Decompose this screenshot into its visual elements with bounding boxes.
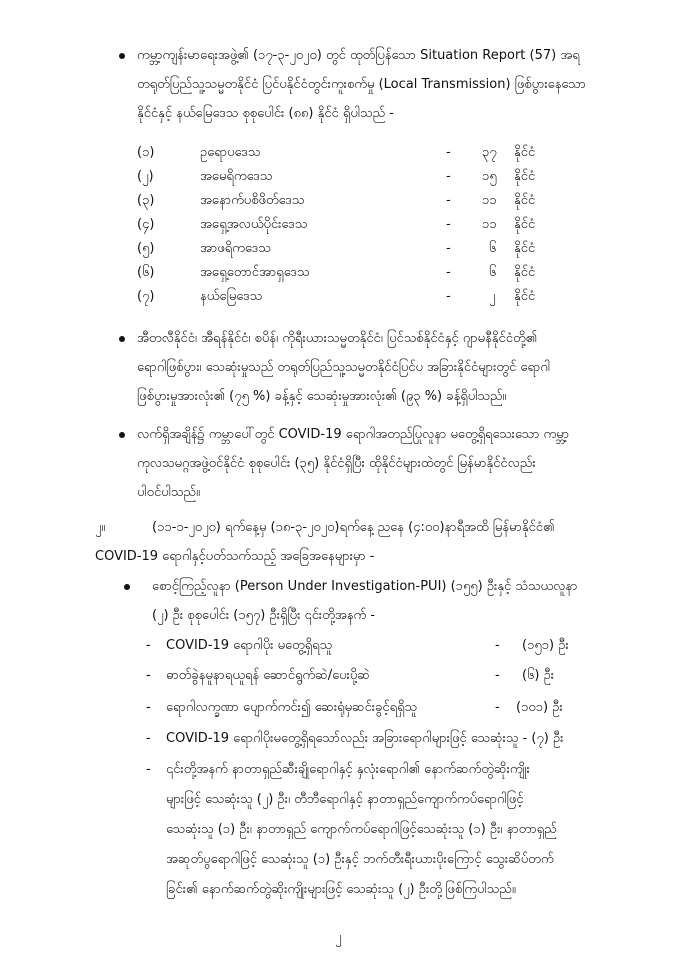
para1-line: တရုတ်ပြည်သူ့သမ္မတနိုင်ငံ ပြင်ပနိုင်ငံတွင်းကူးစက်မှု (Local Transmission) ဖြစ်ပွားနေသော bbox=[137, 77, 586, 92]
stat-value: (၁၅၁) ဦး bbox=[522, 638, 569, 653]
region-unit: နိုင်ငံ bbox=[514, 193, 536, 208]
region-unit: နိုင်ငံ bbox=[514, 241, 536, 256]
deaths-detail-dash: - bbox=[146, 762, 151, 777]
region-dash: - bbox=[446, 193, 451, 208]
para3-line: ပါဝင်ပါသည်။ bbox=[137, 485, 200, 500]
region-name: ဥရောပဒေသ bbox=[200, 145, 261, 160]
region-number: (၃) bbox=[137, 193, 155, 208]
stat-sep: - bbox=[495, 638, 500, 653]
deaths-detail-line: သေဆုံးသူ (၁) ဦး၊ နာတာရှည် ကျောက်ကပ်ရောဂါဖြင့်သေဆုံးသူ (၁) ဦး၊ နာတာရှည် bbox=[166, 822, 557, 837]
pui-line: (၂) ဦး စုစုပေါင်း (၁၅၇) ဦးရှိပြီး ၎င်းတို့အနက် - bbox=[152, 608, 376, 623]
deaths-detail-line: ခြင်း၏ နောက်ဆက်တွဲဆိုးကျိုးများဖြင့် သေဆုံးသူ (၂) ဦးတို့ဖြစ်ကြပါသည်။ bbox=[166, 882, 516, 897]
stat-value: (၁၀၁) ဦး bbox=[516, 700, 563, 715]
bullet-point bbox=[119, 432, 125, 438]
region-dash: - bbox=[446, 265, 451, 280]
deaths-detail-line: အဆုတ်ပွရောဂါဖြင့် သေဆုံးသူ (၁) ဦးနှင့် ဘက်တီးရီးယားပိုးကြောင့် သွေးဆိပ်တက် bbox=[166, 852, 554, 867]
para2-line: အီတလီနိုင်ငံ၊ အီရန်နိုင်ငံ၊ စပိန်၊ ကိုရီးယားသမ္မတနိုင်ငံ၊ ပြင်သစ်နိုင်ငံနှင့် ဂျာမနီနိုင်ငံတို့၏ bbox=[137, 331, 538, 346]
section2-line: (၁၁-၁-၂၀၂၀) ရက်နေ့မှ (၁၈-၃-၂၀၂၀)ရက်နေ့ ညနေ (၄:၀၀)နာရီအထိ မြန်မာနိုင်ငံ၏ bbox=[152, 520, 555, 535]
stat-label: ရောဂါလက္ခဏာ ပျောက်ကင်း၍ ဆေးရုံမှဆင်းခွင့်ရရှိသူ bbox=[166, 700, 418, 715]
region-number: (၁) bbox=[137, 145, 155, 160]
para1-line: ကမ္ဘာ့ကျန်းမာရေးအဖွဲ့၏ (၁၇-၃-၂၀၂၀) တွင် ထုတ်ပြန်သော Situation Report (57) အရ bbox=[137, 48, 580, 63]
para3-line: လက်ရှိအချိန်၌ ကမ္ဘာပေါ်တွင် COVID-19 ရောဂါအတည်ပြုလူနာ မတွေ့ရှိရသေးသော ကမ္ဘာ့ bbox=[137, 427, 570, 442]
region-unit: နိုင်ငံ bbox=[514, 145, 536, 160]
region-count: ၁၁ bbox=[482, 217, 497, 232]
section2-line: COVID-19 ရောဂါနှင့်ပတ်သက်သည့် အခြေအနေများမှာ - bbox=[95, 549, 375, 564]
para1-line: နိုင်ငံနှင့် နယ်မြေဒေသ စုစုပေါင်း (၈၈) နိုင်ငံ ရှိပါသည် - bbox=[137, 106, 394, 121]
region-name: အရှေ့တောင်အာရှဒေသ bbox=[200, 265, 310, 280]
stat-label: COVID-19 ရောဂါပိုး မတွေ့ရှိရသူ bbox=[166, 638, 333, 653]
stat-label: ဓာတ်ခွဲနမူနာရယူရန် ဆောင်ရွက်ဆဲ/ပေးပို့ဆဲ bbox=[166, 668, 370, 683]
deaths-summary-dash: - bbox=[146, 731, 151, 746]
region-name: အမေရိကဒေသ bbox=[200, 169, 273, 184]
page-number: ၂ bbox=[335, 930, 342, 945]
pui-line: စောင့်ကြည့်လူနာ (Person Under Investigation-PUI) (၁၅၅) ဦးနှင့် သံသယလူနာ bbox=[152, 579, 578, 594]
region-dash: - bbox=[446, 169, 451, 184]
region-unit: နိုင်ငံ bbox=[514, 289, 536, 304]
bullet-point bbox=[119, 53, 125, 59]
para2-line: ဖြစ်ပွားမှုအားလုံး၏ (၇၅ %) ခန့်နှင့် သေဆုံးမှုအားလုံး၏ (၉၃ %) ခန့်ရှိပါသည်။ bbox=[137, 389, 507, 404]
region-number: (၂) bbox=[137, 169, 154, 184]
deaths-detail-line: များဖြင့် သေဆုံးသူ (၂) ဦး၊ တီဘီရောဂါနှင့် နာတာရှည်ကျောက်ကပ်ရောဂါဖြင့် bbox=[166, 792, 524, 807]
stat-dash: - bbox=[146, 700, 151, 715]
region-name: အနောက်ပစိဖိတ်ဒေသ bbox=[200, 193, 305, 208]
region-count: ၁၁ bbox=[482, 193, 497, 208]
deaths-detail-line: ၎င်းတို့အနက် နာတာရှည်ဆီးချိုရောဂါနှင့် နှလုံးရောဂါ၏ နောက်ဆက်တွဲဆိုးကျိုး bbox=[166, 762, 530, 777]
region-name: အရှေ့အလယ်ပိုင်းဒေသ bbox=[200, 217, 308, 232]
region-unit: နိုင်ငံ bbox=[514, 217, 536, 232]
region-dash: - bbox=[446, 289, 451, 304]
para3-line: ကုလသမဂ္ဂအဖွဲ့ဝင်နိုင်ငံ စုစုပေါင်း (၃၅) နိုင်ငံရှိပြီး ထိုနိုင်ငံများထဲတွင် မြန်မာနိုင်ငံလည်း bbox=[137, 456, 536, 471]
region-name: အာဖရိကဒေသ bbox=[200, 241, 271, 256]
region-count: ၆ bbox=[489, 241, 497, 256]
para2-line: ရောဂါဖြစ်ပွား၊ သေဆုံးမှုသည် တရုတ်ပြည်သူ့သမ္မတနိုင်ငံပြင်ပ အခြားနိုင်ငံများတွင် ရောဂါ bbox=[137, 360, 550, 375]
region-name: နယ်မြေဒေသ bbox=[200, 289, 263, 304]
deaths-summary: COVID-19 ရောဂါပိုးမတွေ့ရှိရသော်လည်း အခြားရောဂါများဖြင့် သေဆုံးသူ - (၇) ဦး bbox=[166, 731, 564, 746]
bullet-point bbox=[119, 336, 125, 342]
region-count: ၃၇ bbox=[482, 145, 497, 160]
region-number: (၇) bbox=[137, 289, 155, 304]
bullet-point bbox=[124, 584, 130, 590]
region-count: ၂ bbox=[489, 289, 496, 304]
stat-dash: - bbox=[146, 638, 151, 653]
region-dash: - bbox=[446, 241, 451, 256]
stat-sep: - bbox=[495, 700, 500, 715]
region-dash: - bbox=[446, 217, 451, 232]
region-count: ၁၅ bbox=[482, 169, 497, 184]
region-number: (၅) bbox=[137, 241, 155, 256]
region-dash: - bbox=[446, 145, 451, 160]
stat-sep: - bbox=[495, 668, 500, 683]
stat-dash: - bbox=[146, 668, 151, 683]
region-unit: နိုင်ငံ bbox=[514, 265, 536, 280]
region-unit: နိုင်ငံ bbox=[514, 169, 536, 184]
region-number: (၆) bbox=[137, 265, 155, 280]
region-number: (၄) bbox=[137, 217, 155, 232]
section-number: ၂။ bbox=[95, 520, 106, 535]
region-count: ၆ bbox=[489, 265, 497, 280]
stat-value: (၆) ဦး bbox=[522, 668, 555, 683]
